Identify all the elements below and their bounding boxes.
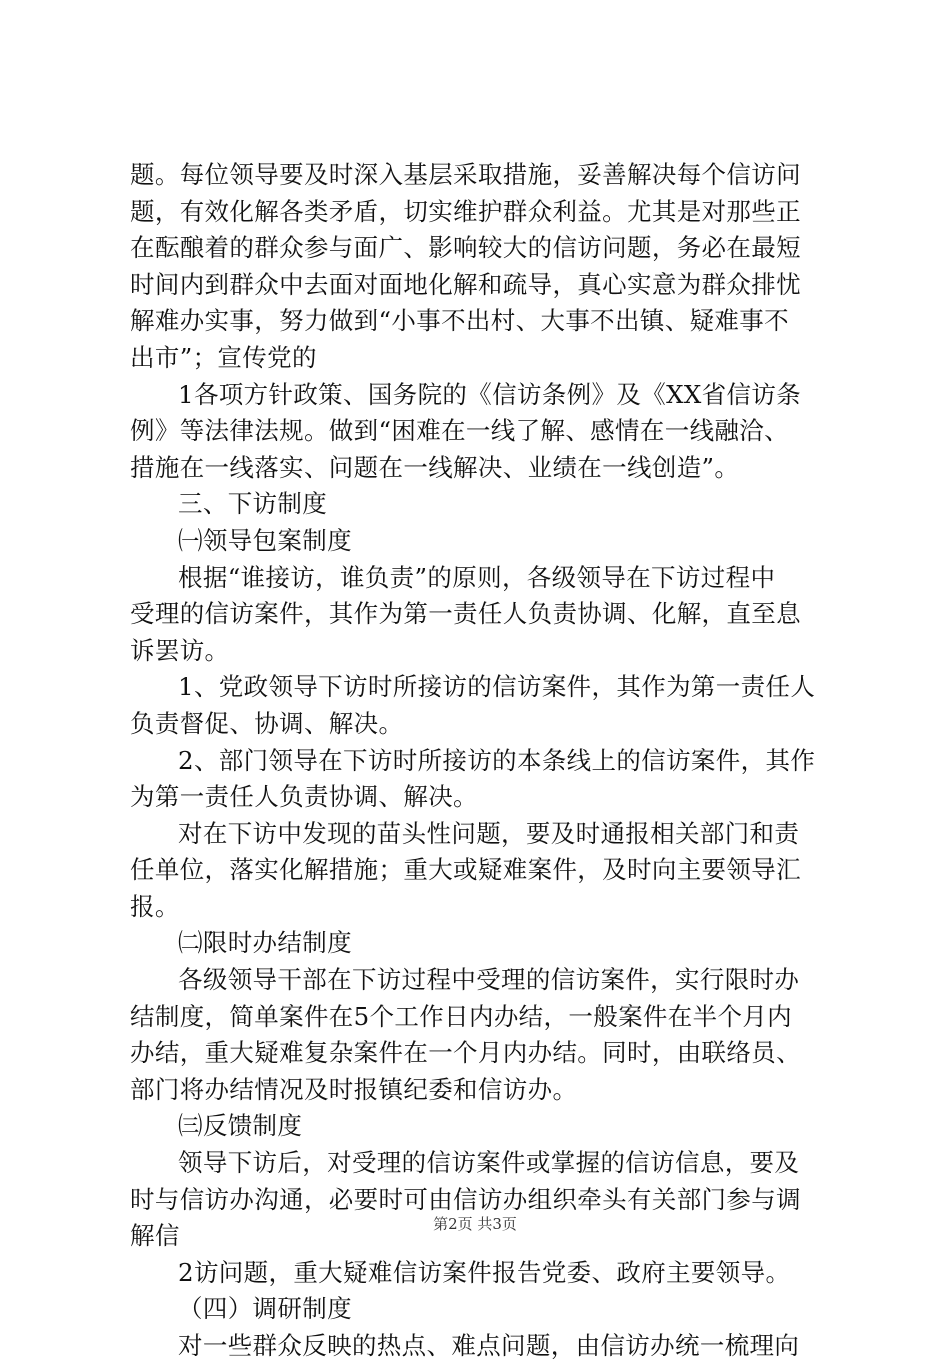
text-line: 题，有效化解各类矛盾，切实维护群众利益。尤其是对那些正 [130,196,801,226]
text-line: （四）调研制度 [178,1294,352,1324]
text-line: 2访问题，重大疑难信访案件报告党委、政府主要领导。 [178,1257,791,1287]
text-line: 例》等法律法规。做到“困难在一线了解、感情在一线融洽、 [130,416,789,446]
text-line: 对一些群众反映的热点、难点问题，由信访办统一梳理向 [178,1331,800,1360]
text-line: 部门将办结情况及时报镇纪委和信访办。 [130,1074,578,1104]
text-line: 负责督促、协调、解决。 [130,708,404,738]
text-line: 时间内到群众中去面对面地化解和疏导，真心实意为群众排忧 [130,269,801,299]
text-line: ㈠领导包案制度 [178,525,352,555]
text-line: 题。每位领导要及时深入基层采取措施，妥善解决每个信访问 [130,160,801,189]
text-line: 在酝酿着的群众参与面广、影响较大的信访问题，务必在最短 [130,233,801,263]
text-line: 1各项方针政策、国务院的《信访条例》及《XX省信访条 [178,379,802,409]
text-line: 出市”；宣传党的 [130,342,317,372]
text-line: 时与信访办沟通，必要时可由信访办组织牵头有关部门参与调 [130,1184,801,1214]
text-line: 三、下访制度 [178,489,328,519]
text-line: 结制度，简单案件在5个工作日内办结，一般案件在半个月内 [130,1001,793,1031]
text-line: 任单位，落实化解措施；重大或疑难案件，及时向主要领导汇 [130,855,801,885]
text-line: ㈢反馈制度 [178,1111,303,1141]
document-body [130,157,830,1365]
text-line: 为第一责任人负责协调、解决。 [130,782,478,812]
text-line: 受理的信访案件，其作为第一责任人负责协调、化解，直至息 [130,599,801,629]
page-footer: 第2页 共3页 [433,1215,517,1233]
text-line: 对在下访中发现的苗头性问题，要及时通报相关部门和责 [178,818,800,848]
text-line: 诉罢访。 [130,635,230,665]
text-line: 根据“谁接访，谁负责”的原则，各级领导在下访过程中 [178,562,776,592]
text-line: 报。 [130,891,180,921]
text-line: 解信 [130,1221,180,1251]
text-line: 措施在一线落实、问题在一线解决、业绩在一线创造”。 [130,452,740,482]
text-line: 1、党政领导下访时所接访的信访案件，其作为第一责任人 [178,672,816,702]
text-line: 各级领导干部在下访过程中受理的信访案件，实行限时办 [178,965,800,995]
text-line: 领导下访后，对受理的信访案件或掌握的信访信息，要及 [178,1148,800,1178]
text-line: 办结，重大疑难复杂案件在一个月内办结。同时，由联络员、 [130,1038,801,1068]
text-line: ㈡限时办结制度 [178,928,352,958]
text-line: 解难办实事，努力做到“小事不出村、大事不出镇、疑难事不 [130,306,789,336]
text-line: 2、部门领导在下访时所接访的本条线上的信访案件，其作 [178,745,816,775]
